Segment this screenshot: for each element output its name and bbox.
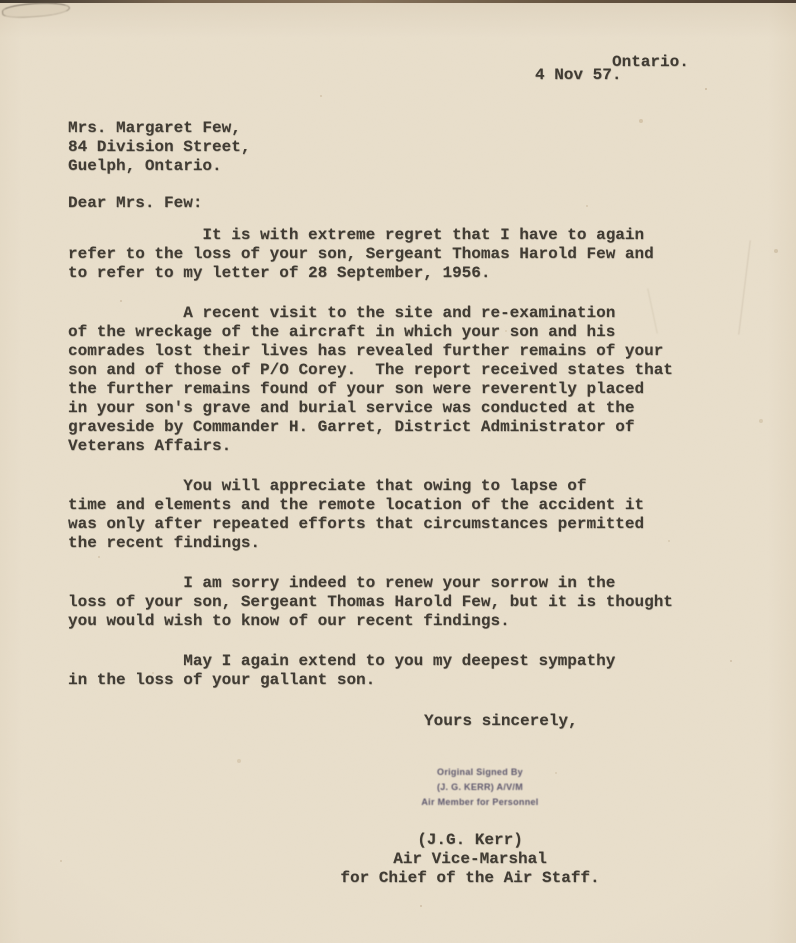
paper-crease [738, 240, 751, 334]
signatory-title: for Chief of the Air Staff. [340, 869, 600, 887]
paragraph-3: You will appreciate that owing to lapse of time and elements and the remote location of the accident it was only after repeated efforts that circumstances permitted the recent findings. [68, 477, 645, 552]
salutation: Dear Mrs. Few: [68, 194, 203, 212]
recipient-city: Guelph, Ontario. [68, 157, 222, 175]
stamp-line-2: (J. G. KERR) A/V/M [436, 782, 524, 792]
signatory-name: (J.G. Kerr) [417, 831, 523, 849]
recipient-name: Mrs. Margaret Few, [68, 119, 241, 137]
letter-date: 4 Nov 57. [535, 66, 622, 84]
signature-block [330, 831, 610, 888]
stamp-line-1: Original Signed By [437, 767, 523, 777]
signatory-rank: Air Vice-Marshal [393, 850, 547, 868]
paper-speckles [0, 0, 2, 2]
paragraph-2: A recent visit to the site and re-examination of the wreckage of the aircraft in which your son and his comrades lost their lives has revealed further remains of your son and of those of P/O Corey. The report received states that the further remains found of your son were reverently placed in your son's grave and burial service was conducted at the graveside by Commander H. Garret, District Administrator of Veterans Affairs. [68, 304, 673, 455]
recipient-address [68, 119, 250, 176]
signature-stamp [390, 765, 570, 810]
paragraph-1: It is with extreme regret that I have to again refer to the loss of your son, Sergeant Thomas Harold Few and to refer to my letter of 28 September, 1956. [68, 226, 654, 282]
complimentary-close: Yours sincerely, [424, 712, 578, 730]
corner-tear-mark [2, 1, 71, 20]
paragraph-5: May I again extend to you my deepest sympathy in the loss of your gallant son. [68, 652, 616, 689]
recipient-street: 84 Division Street, [68, 138, 251, 156]
paragraph-4: I am sorry indeed to renew your sorrow in the loss of your son, Sergeant Thomas Harold Few, but it is thought you would wish to know of our recent findings. [68, 574, 673, 630]
letter-body [68, 226, 728, 690]
stamp-line-3: Air Member for Personnel [421, 797, 539, 807]
province-note: Ontario. [612, 53, 689, 71]
scan-top-edge [0, 0, 796, 3]
